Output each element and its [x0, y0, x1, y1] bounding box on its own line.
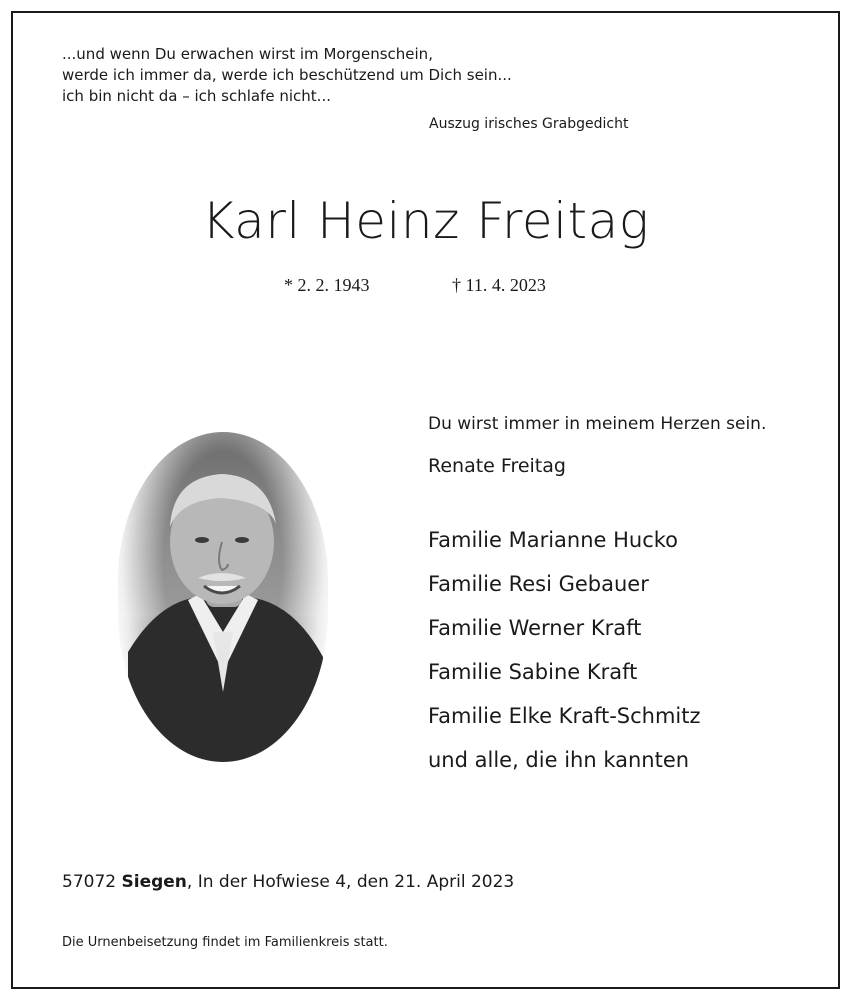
family-item: Familie Sabine Kraft	[428, 660, 638, 684]
portrait-photo	[118, 432, 328, 762]
address-city: Siegen	[121, 872, 187, 892]
deceased-name: Karl Heinz Freitag	[201, 192, 650, 250]
family-item: Familie Marianne Hucko	[428, 528, 679, 552]
death-date: † 11. 4. 2023	[452, 275, 546, 295]
poem-line: werde ich immer da, werde ich beschützend um Dich sein...	[62, 66, 512, 84]
birth-date: * 2. 2. 1943	[284, 275, 370, 295]
family-list	[428, 518, 701, 782]
family-item: Familie Elke Kraft-Schmitz	[428, 704, 701, 728]
address-zip: 57072	[62, 872, 117, 892]
burial-note: Die Urnenbeisetzung findet im Familienkreis statt.	[62, 935, 388, 950]
poem-line: ich bin nicht da – ich schlafe nicht...	[62, 87, 331, 105]
poem	[62, 44, 512, 107]
family-item: Familie Resi Gebauer	[428, 572, 649, 596]
poem-line: ...und wenn Du erwachen wirst im Morgenschein,	[62, 45, 433, 63]
address-rest: , In der Hofwiese 4, den 21. April 2023	[186, 872, 515, 892]
portrait-illustration	[118, 432, 328, 762]
poem-source: Auszug irisches Grabgedicht	[429, 116, 629, 132]
widow-name: Renate Freitag	[428, 455, 566, 477]
mourner-quote: Du wirst immer in meinem Herzen sein.	[428, 414, 767, 434]
family-item: Familie Werner Kraft	[428, 616, 642, 640]
family-item: und alle, die ihn kannten	[428, 748, 690, 772]
address-line	[62, 872, 514, 892]
